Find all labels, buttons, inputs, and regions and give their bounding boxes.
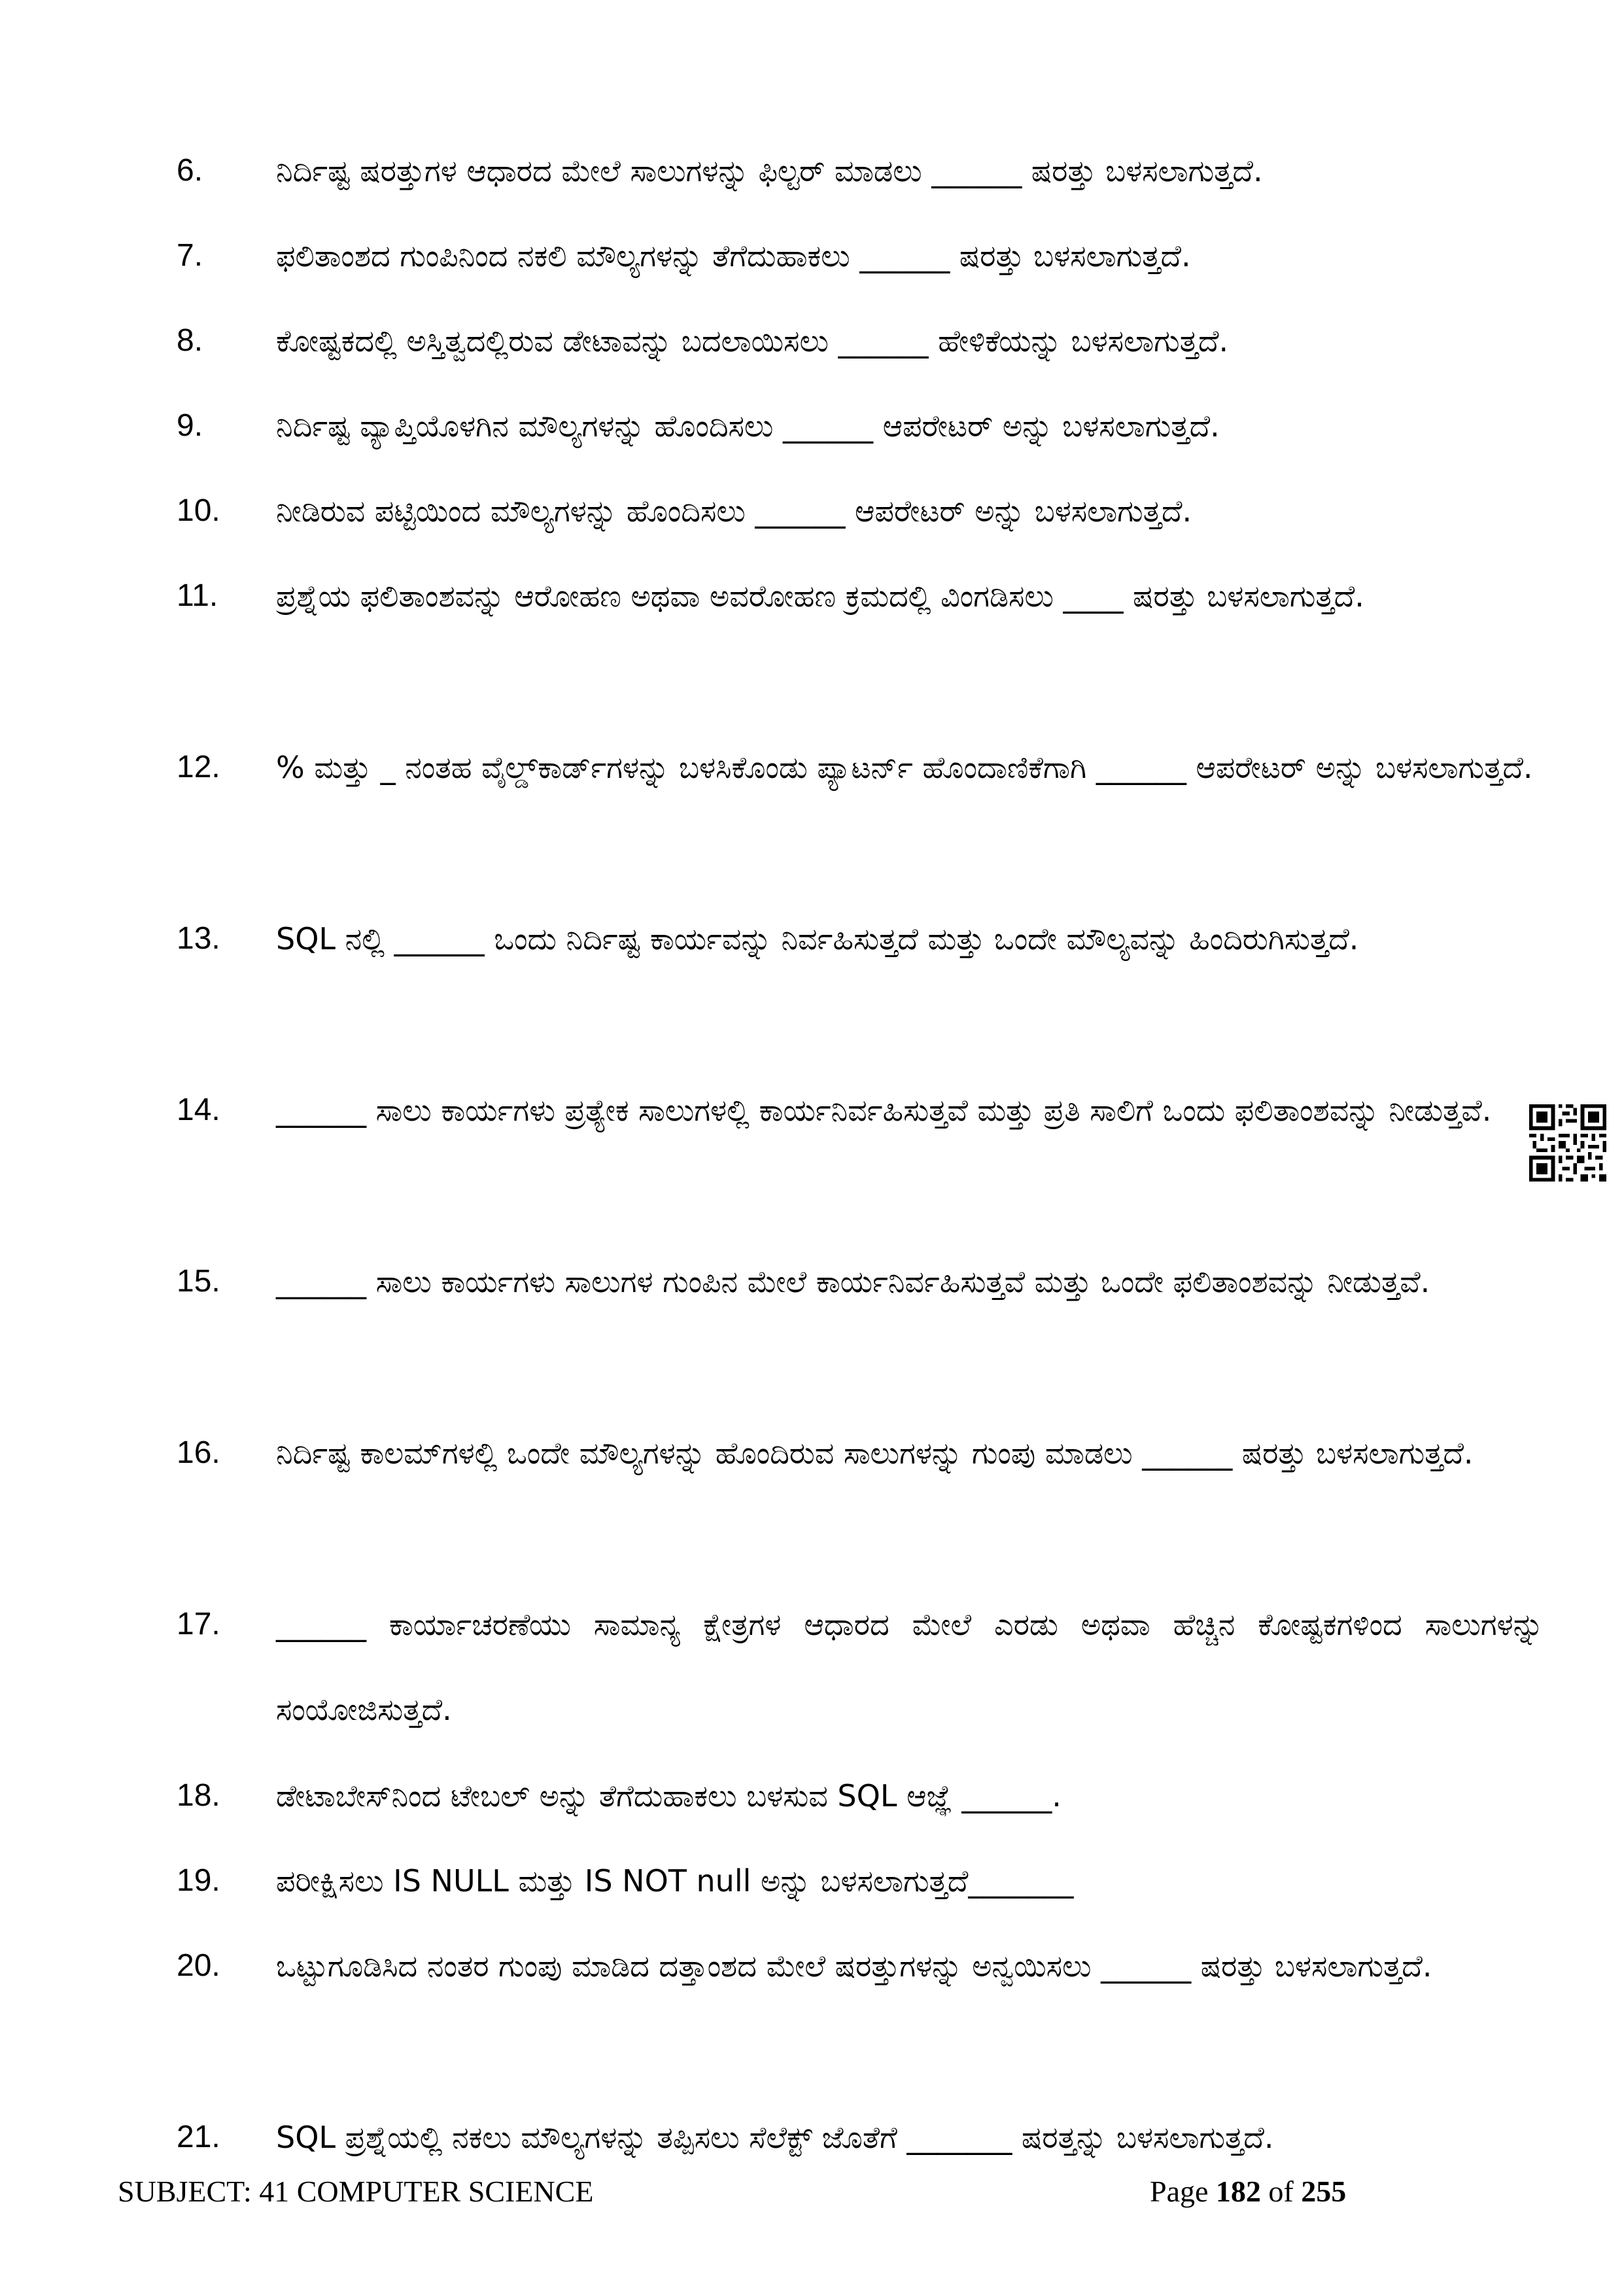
page-number: 182: [1215, 2175, 1261, 2208]
question-number: 9.: [177, 408, 203, 443]
question-text: ನಿರ್ದಿಷ್ಟ ಷರತ್ತುಗಳ ಆಧಾರದ ಮೇಲೆ ಸಾಲುಗಳನ್ನು ಫಿಲ್ಟರ್ ಮಾಡಲು ______ ಷರತ್ತು ಬಳಸಲಾಗುತ್ತದೆ.: [276, 153, 1263, 188]
question-text: ನಿರ್ದಿಷ್ಟ ಕಾಲಮ್‌ಗಳಲ್ಲಿ ಒಂದೇ ಮೌಲ್ಯಗಳನ್ನು ಹೊಂದಿರುವ ಸಾಲುಗಳನ್ನು ಗುಂಪು ಮಾಡಲು ______ ಷರತ್ತು ಬಳಸಲಾಗುತ್ತದೆ.: [276, 1435, 1474, 1471]
footer-subject: SUBJECT: 41 COMPUTER SCIENCE: [118, 2175, 594, 2208]
page-total: 255: [1301, 2175, 1347, 2208]
question-16: [177, 1410, 1544, 1496]
question-13: [177, 896, 1544, 981]
question-text: ______ ಸಾಲು ಕಾರ್ಯಗಳು ಪ್ರತ್ಯೇಕ ಸಾಲುಗಳಲ್ಲಿ ಕಾರ್ಯನಿರ್ವಹಿಸುತ್ತವೆ ಮತ್ತು ಪ್ರತಿ ಸಾಲಿಗೆ ಒಂದು ಫಲಿತಾಂಶವನ್ನು ನೀಡುತ್ತವೆ.: [276, 1093, 1492, 1128]
question-number: 16.: [177, 1435, 220, 1470]
question-14: [177, 1068, 1544, 1153]
question-8: [177, 298, 1544, 383]
question-15: [177, 1239, 1544, 1324]
of-label: of: [1268, 2175, 1294, 2208]
question-10: [177, 468, 1544, 553]
question-number: 8.: [177, 323, 203, 358]
qr-code-icon[interactable]: [1529, 1104, 1606, 1182]
question-number: 7.: [177, 238, 203, 273]
question-number: 20.: [177, 1948, 220, 1983]
question-20: [177, 1923, 1544, 2008]
question-17: [177, 1582, 1544, 1752]
question-text: ಒಟ್ಟುಗೂಡಿಸಿದ ನಂತರ ಗುಂಪು ಮಾಡಿದ ದತ್ತಾಂಶದ ಮೇಲೆ ಷರತ್ತುಗಳನ್ನು ಅನ್ವಯಿಸಲು ______ ಷರತ್ತು ಬಳಸಲಾಗುತ್ತದೆ.: [276, 1948, 1432, 1984]
question-19: [177, 1838, 1544, 1923]
question-number: 6.: [177, 153, 203, 188]
question-number: 14.: [177, 1093, 220, 1127]
question-text: ______ ಸಾಲು ಕಾರ್ಯಗಳು ಸಾಲುಗಳ ಗುಂಪಿನ ಮೇಲೆ ಕಾರ್ಯನಿರ್ವಹಿಸುತ್ತವೆ ಮತ್ತು ಒಂದೇ ಫಲಿತಾಂಶವನ್ನು ನೀಡುತ್ತವೆ.: [276, 1264, 1430, 1299]
question-21: [177, 2095, 1544, 2180]
question-number: 19.: [177, 1863, 220, 1898]
question-number: 12.: [177, 750, 220, 784]
page-label: Page: [1150, 2175, 1209, 2208]
question-text: ಡೇಟಾಬೇಸ್‌ನಿಂದ ಟೇಬಲ್ ಅನ್ನು ತೆಗೆದುಹಾಕಲು ಬಳಸುವ SQL ಆಜ್ಞೆ ______.: [276, 1778, 1062, 1813]
question-text: ______ ಕಾರ್ಯಾಚರಣೆಯು ಸಾಮಾನ್ಯ ಕ್ಷೇತ್ರಗಳ ಆಧಾರದ ಮೇಲೆ ಎರಡು ಅಥವಾ ಹೆಚ್ಚಿನ ಕೋಷ್ಟಕಗಳಿಂದ ಸಾಲುಗಳನ್ನು ಸಂಯೋಜಿಸುತ್ತದೆ.: [276, 1607, 1544, 1727]
question-text: SQL ಪ್ರಶ್ನೆಯಲ್ಲಿ ನಕಲು ಮೌಲ್ಯಗಳನ್ನು ತಪ್ಪಿಸಲು ಸೆಲೆಕ್ಟ್ ಜೊತೆಗೆ _______ ಷರತ್ತನ್ನು ಬಳಸಲಾಗುತ್ತದೆ.: [276, 2120, 1274, 2155]
question-number: 15.: [177, 1264, 220, 1299]
question-text: ಪರೀಕ್ಷಿಸಲು IS NULL ಮತ್ತು IS NOT null ಅನ್ನು ಬಳಸಲಾಗುತ್ತದೆ_______: [276, 1863, 1074, 1899]
question-number: 13.: [177, 921, 220, 956]
question-text: ಫಲಿತಾಂಶದ ಗುಂಪಿನಿಂದ ನಕಲಿ ಮೌಲ್ಯಗಳನ್ನು ತೆಗೆದುಹಾಕಲು ______ ಷರತ್ತು ಬಳಸಲಾಗುತ್ತದೆ.: [276, 238, 1191, 273]
question-number: 10.: [177, 493, 220, 528]
question-text: ಪ್ರಶ್ನೆಯ ಫಲಿತಾಂಶವನ್ನು ಆರೋಹಣ ಅಥವಾ ಅವರೋಹಣ ಕ್ರಮದಲ್ಲಿ ವಿಂಗಡಿಸಲು ____ ಷರತ್ತು ಬಳಸಲಾಗುತ್ತದೆ.: [276, 578, 1364, 614]
question-9: [177, 383, 1544, 468]
question-text: ಕೋಷ್ಟಕದಲ್ಲಿ ಅಸ್ತಿತ್ವದಲ್ಲಿರುವ ಡೇಟಾವನ್ನು ಬದಲಾಯಿಸಲು ______ ಹೇಳಿಕೆಯನ್ನು ಬಳಸಲಾಗುತ್ತದೆ.: [276, 323, 1229, 359]
question-number: 11.: [177, 578, 218, 613]
question-text: SQL ನಲ್ಲಿ ______ ಒಂದು ನಿರ್ದಿಷ್ಟ ಕಾರ್ಯವನ್ನು ನಿರ್ವಹಿಸುತ್ತದೆ ಮತ್ತು ಒಂದೇ ಮೌಲ್ಯವನ್ನು ಹಿಂದಿರುಗಿಸುತ್ತದೆ.: [276, 921, 1359, 956]
question-number: 18.: [177, 1778, 220, 1813]
question-7: [177, 213, 1544, 298]
question-11: [177, 553, 1544, 639]
question-18: [177, 1753, 1544, 1838]
question-text: % ಮತ್ತು _ ನಂತಹ ವೈಲ್ಡ್‌ಕಾರ್ಡ್‌ಗಳನ್ನು ಬಳಸಿಕೊಂಡು ಪ್ಯಾಟರ್ನ್ ಹೊಂದಾಣಿಕೆಗಾಗಿ ______ ಆಪರೇಟರ್ ಅನ್ನು ಬಳಸಲಾಗುತ್ತದೆ.: [276, 750, 1533, 785]
footer-page-info: [1150, 2174, 1346, 2209]
question-text: ನೀಡಿರುವ ಪಟ್ಟಿಯಿಂದ ಮೌಲ್ಯಗಳನ್ನು ಹೊಂದಿಸಲು ______ ಆಪರೇಟರ್ ಅನ್ನು ಬಳಸಲಾಗುತ್ತದೆ.: [276, 493, 1192, 529]
question-6: [177, 128, 1544, 213]
question-number: 17.: [177, 1607, 220, 1641]
question-12: [177, 725, 1544, 810]
question-text: ನಿರ್ದಿಷ್ಟ ವ್ಯಾಪ್ತಿಯೊಳಗಿನ ಮೌಲ್ಯಗಳನ್ನು ಹೊಂದಿಸಲು ______ ಆಪರೇಟರ್ ಅನ್ನು ಬಳಸಲಾಗುತ್ತದೆ.: [276, 408, 1220, 444]
question-number: 21.: [177, 2120, 220, 2154]
